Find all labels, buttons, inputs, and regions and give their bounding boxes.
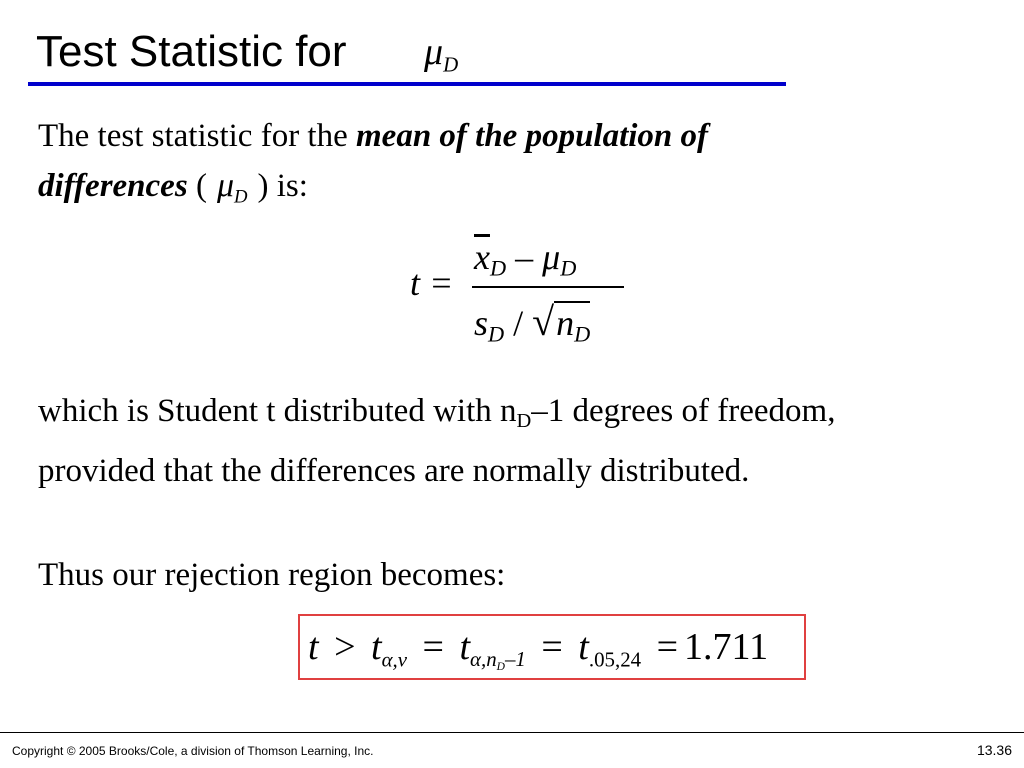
dist-line1-b: –1 degrees of freedom, [531, 393, 836, 429]
sub-alpha-n [470, 647, 526, 674]
intro-paragraph [38, 111, 708, 223]
equals-sign: = [422, 626, 444, 668]
formula-numerator [474, 236, 576, 282]
t-alpha-nu [371, 626, 408, 672]
sub-an-d: D [496, 661, 505, 674]
mu-d-inline [217, 161, 248, 223]
t-alpha-n [459, 626, 526, 674]
t-char: t [371, 626, 382, 668]
rejection-intro: Thus our rejection region becomes: [38, 557, 506, 593]
slide-title: Test Statistic for [36, 27, 347, 76]
equals-sign: = [656, 626, 679, 668]
dist-line2: provided that the differences are normally distributed. [38, 453, 750, 490]
formula-denominator [474, 298, 590, 348]
t-char: t [459, 626, 471, 668]
slide-number: 13.36 [976, 742, 1012, 758]
n-symbol: n [556, 303, 575, 343]
sub-d: D [560, 255, 577, 281]
formula-lhs: t = [410, 263, 454, 303]
sub-d: D [488, 321, 505, 347]
copyright-notice: Copyright © 2005 Brooks/Cole, a division of Thomson Learning, Inc. [12, 744, 374, 758]
intro-close: ) is: [257, 168, 308, 204]
sub-d: D [574, 321, 591, 347]
sub-an-a: α,n [470, 647, 497, 672]
t-symbol: t [308, 626, 319, 668]
footer-divider [0, 732, 1024, 733]
dist-line1-a: which is Student t distributed with n [38, 393, 517, 429]
sub-an-b: –1 [504, 647, 526, 672]
title-underline [28, 82, 786, 86]
intro-emphasis-1: mean of the population of [356, 118, 709, 154]
intro-text: The test statistic for the [38, 118, 348, 154]
equals-sign: = [541, 626, 563, 668]
t-char: t [578, 626, 589, 668]
test-statistic-formula [408, 228, 638, 348]
s-symbol: s [474, 303, 489, 343]
intro-emphasis-2: differences [38, 168, 188, 204]
mu-char: μ [424, 31, 444, 73]
gt-sign: > [334, 626, 356, 668]
open-paren: ( [195, 168, 207, 204]
dist-sub: D [516, 410, 532, 433]
mu-sub: D [234, 186, 248, 208]
t-numeric [578, 626, 642, 672]
sqrt-body [554, 301, 591, 347]
mu-symbol: μ [542, 237, 561, 277]
distribution-paragraph [38, 386, 835, 496]
sub-alpha-nu: α,ν [381, 647, 408, 672]
fraction-bar [472, 286, 624, 288]
sub-numeric: .05,24 [588, 647, 642, 672]
critical-value: 1.711 [684, 626, 769, 668]
sqrt-group [532, 298, 590, 348]
sub-d: D [489, 255, 507, 281]
mu-d-symbol [424, 32, 458, 84]
sqrt-sign: √ [532, 299, 555, 344]
rejection-region-formula [308, 620, 768, 694]
mu-sub: D [443, 52, 459, 77]
slash-sign: / [513, 303, 524, 343]
minus-sign: – [515, 237, 534, 277]
mu-char: μ [216, 167, 235, 204]
xbar-symbol: $\overline{x}$ [474, 237, 490, 277]
